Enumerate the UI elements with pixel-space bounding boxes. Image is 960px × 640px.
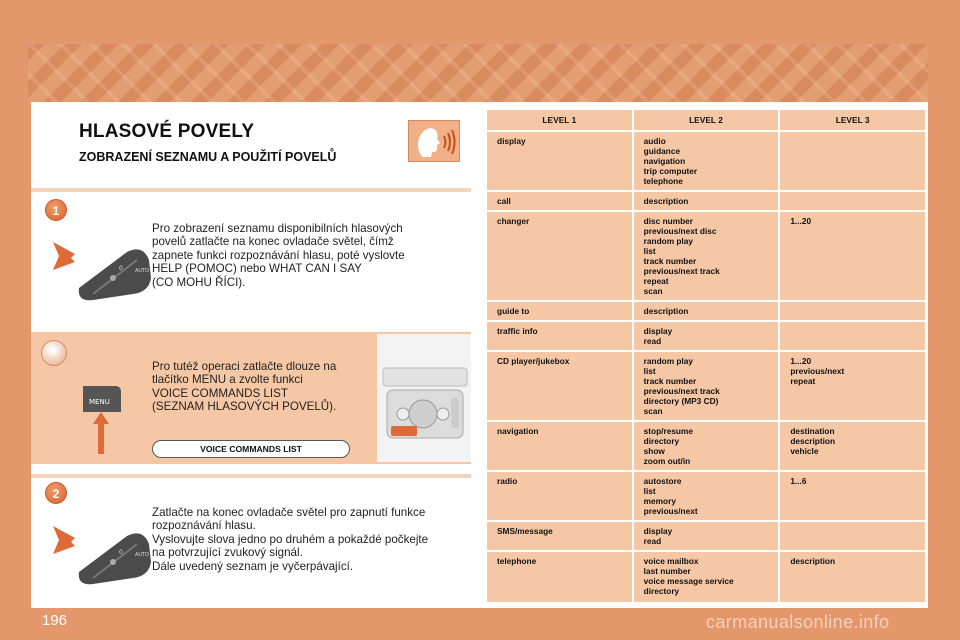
light-stalk-image — [53, 518, 153, 592]
voice-command-icon — [408, 120, 460, 162]
table-cell-level-1: call — [487, 192, 632, 210]
page-subtitle: ZOBRAZENÍ SEZNAMU A POUŽITÍ POVELŮ — [79, 150, 337, 164]
step-2-panel — [31, 474, 471, 606]
table-cell-level-3 — [780, 192, 925, 210]
table-row — [487, 352, 925, 420]
table-cell-level-1: radio — [487, 472, 632, 520]
table-cell-level-2: display read — [634, 522, 779, 550]
tip-panel — [31, 332, 471, 464]
table-row — [487, 132, 925, 190]
table-cell-level-2: audio guidance navigation trip computer telephone — [634, 132, 779, 190]
step-1-badge: 1 — [45, 199, 67, 221]
panel-divider — [31, 188, 471, 192]
header-level-2: LEVEL 2 — [634, 110, 779, 130]
table-cell-level-2: voice mailbox last number voice message service directory — [634, 552, 779, 602]
table-cell-level-3: description — [780, 552, 925, 602]
table-cell-level-2: display read — [634, 322, 779, 350]
table-cell-level-1: guide to — [487, 302, 632, 320]
table-cell-level-3 — [780, 132, 925, 190]
table-cell-level-3 — [780, 302, 925, 320]
svg-text:0: 0 — [119, 265, 123, 272]
table-cell-level-3: 1...20 previous/next repeat — [780, 352, 925, 420]
table-row — [487, 472, 925, 520]
table-cell-level-1: display — [487, 132, 632, 190]
table-cell-level-1: SMS/message — [487, 522, 632, 550]
table-cell-level-1: traffic info — [487, 322, 632, 350]
tip-sun-icon: ☀ — [41, 340, 67, 366]
step-1-text: Pro zobrazení seznamu disponibilních hlasových povelů zatlačte na konec ovladače světel, čímž zapnete funkci rozpoznávání hlasu, poté vyslovte HELP (POMOC) nebo WHAT CAN I SAY (CO MOHU ŘÍCI). — [152, 222, 405, 289]
table-cell-level-3: 1...6 — [780, 472, 925, 520]
table-cell-level-1: navigation — [487, 422, 632, 470]
table-cell-level-2: random play list track number previous/next track directory (MP3 CD) scan — [634, 352, 779, 420]
table-row — [487, 212, 925, 300]
table-row — [487, 422, 925, 470]
tip-text: Pro tutéž operaci zatlačte dlouze na tlačítko MENU a zvolte funkci VOICE COMMANDS LIST (SEZNAM HLASOVÝCH POVELŮ). — [152, 360, 337, 414]
svg-text:0: 0 — [119, 549, 123, 556]
header-level-1: LEVEL 1 — [487, 110, 632, 130]
table-cell-level-1: changer — [487, 212, 632, 300]
decorative-chevron-band — [28, 44, 928, 102]
svg-text:AUTO: AUTO — [135, 268, 150, 274]
table-row — [487, 552, 925, 602]
table-cell-level-2: autostore list memory previous/next — [634, 472, 779, 520]
panel-divider — [31, 474, 471, 478]
svg-text:AUTO: AUTO — [135, 552, 150, 558]
step-2-badge: 2 — [45, 482, 67, 504]
table-row — [487, 322, 925, 350]
voice-commands-list-button[interactable]: VOICE COMMANDS LIST — [152, 440, 350, 458]
table-cell-level-1: CD player/jukebox — [487, 352, 632, 420]
voice-levels-table — [485, 108, 927, 604]
table-cell-level-2: description — [634, 192, 779, 210]
page-title: HLASOVÉ POVELY — [79, 121, 255, 142]
table-cell-level-3 — [780, 522, 925, 550]
table-cell-level-2: disc number previous/next disc random play list track number previous/next track repeat scan — [634, 212, 779, 300]
menu-key-label: MENU — [89, 398, 110, 406]
table-cell-level-2: description — [634, 302, 779, 320]
title-box — [31, 108, 471, 174]
table-cell-level-3: destination description vehicle — [780, 422, 925, 470]
table-cell-level-3: 1...20 — [780, 212, 925, 300]
table-cell-level-3 — [780, 322, 925, 350]
step-1-panel — [31, 188, 471, 322]
header-level-3: LEVEL 3 — [780, 110, 925, 130]
page-number: 196 — [42, 612, 68, 629]
audio-console-image — [377, 334, 471, 462]
table-cell-level-1: telephone — [487, 552, 632, 602]
menu-button-image — [79, 382, 123, 420]
table-row — [487, 192, 925, 210]
watermark: carmanualsonline.info — [706, 612, 890, 632]
table-row — [487, 522, 925, 550]
light-stalk-image — [53, 234, 153, 308]
table-cell-level-2: stop/resume directory show zoom out/in — [634, 422, 779, 470]
table-row — [487, 302, 925, 320]
step-2-text: Zatlačte na konec ovladače světel pro zapnutí funkce rozpoznávání hlasu. Vyslovujte slova jedno po druhém a pokaždé počkejte na potvrzující zvukový signál. Dále uvedený seznam je vyčerpávající. — [152, 506, 429, 573]
